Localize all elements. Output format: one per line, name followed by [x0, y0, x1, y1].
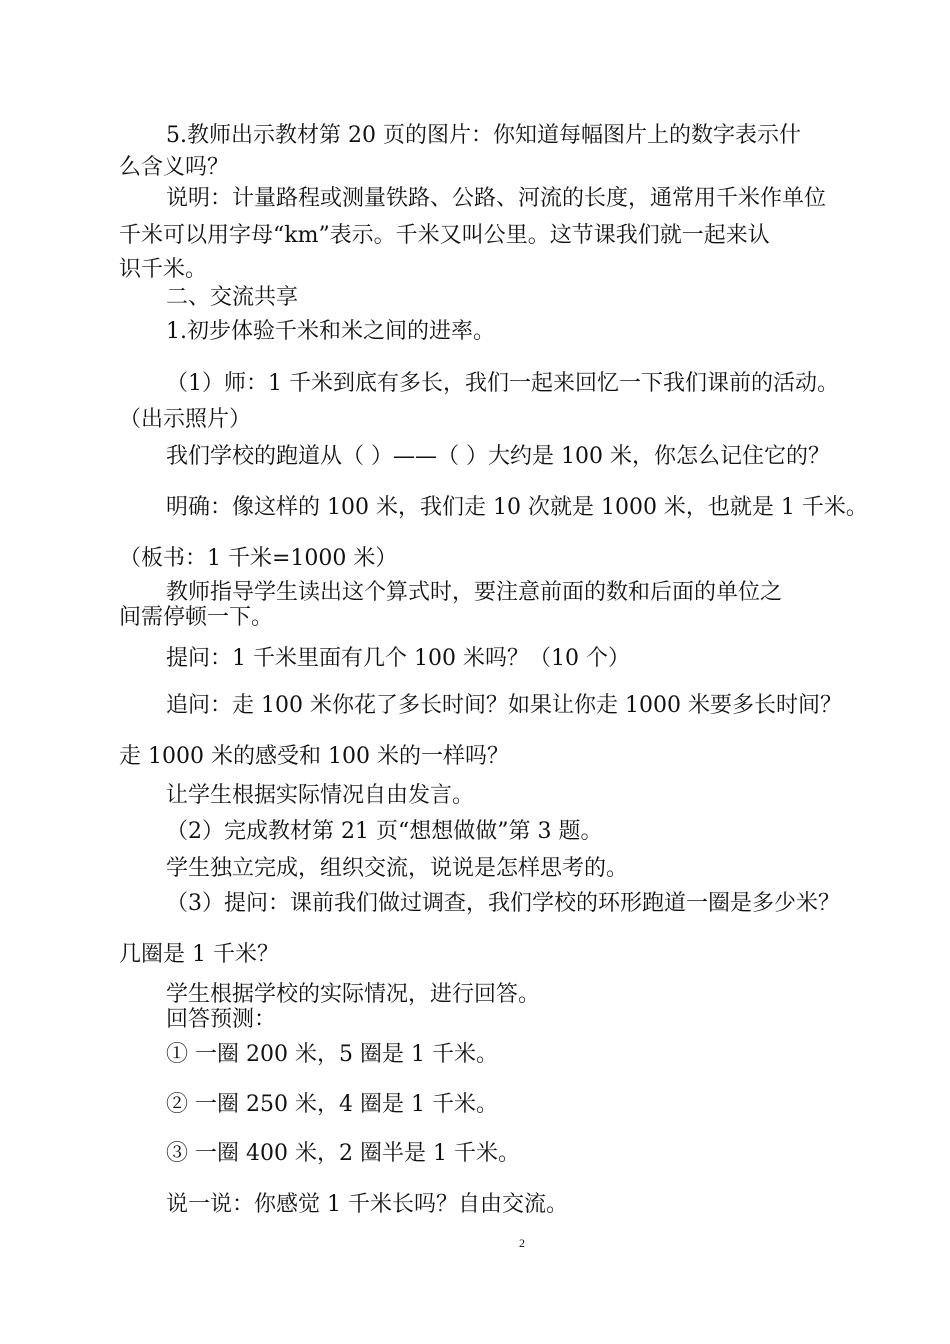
text-line: 走 1000 米的感受和 100 米的一样吗？	[119, 744, 509, 769]
text-line: 我们学校的跑道从（ ）——（ ）大约是 100 米，你怎么记住它的？	[166, 444, 830, 469]
text-line: 间需停顿一下。	[119, 605, 274, 630]
text-line: 识千米。	[119, 257, 208, 282]
text-line: （3）提问：课前我们做过调查，我们学校的环形跑道一圈是多少米？	[166, 891, 840, 916]
text-line: 么含义吗？	[119, 155, 230, 180]
text-line: （2）完成教材第 21 页“想想做做”第 3 题。	[166, 819, 603, 844]
text-line: 说一说：你感觉 1 千米长吗？自由交流。	[166, 1192, 568, 1217]
text-line: （板书：1 千米=1000 米）	[119, 546, 398, 571]
text-line: 追问：走 100 米你花了多长时间？如果让你走 1000 米要多长时间？	[166, 693, 842, 718]
text-line: （1）师：1 千米到底有多长，我们一起来回忆一下我们课前的活动。	[166, 371, 839, 396]
text-line: 提问：1 千米里面有几个 100 米吗？（10 个）	[166, 646, 630, 671]
subsection-heading: 1.初步体验千米和米之间的进率。	[166, 319, 495, 344]
text-line: 回答预测：	[166, 1007, 277, 1032]
text-line: 千米可以用字母“km”表示。千米又叫公里。这节课我们就一起来认	[119, 223, 770, 248]
text-line: 学生根据学校的实际情况，进行回答。	[166, 982, 541, 1007]
text-line: （出示照片）	[119, 407, 252, 432]
text-line: 说明：计量路程或测量铁路、公路、河流的长度，通常用千米作单位	[166, 186, 827, 211]
text-line: 学生独立完成，组织交流，说说是怎样思考的。	[166, 856, 629, 881]
list-item: ① 一圈 200 米，5 圈是 1 千米。	[166, 1042, 498, 1067]
text-line: 几圈是 1 千米？	[119, 942, 279, 967]
list-item: ② 一圈 250 米，4 圈是 1 千米。	[166, 1092, 498, 1117]
text-line: 明确：像这样的 100 米，我们走 10 次就是 1000 米，也就是 1 千米。	[166, 495, 868, 520]
list-item: ③ 一圈 400 米，2 圈半是 1 千米。	[166, 1141, 520, 1166]
text-line: 让学生根据实际情况自由发言。	[166, 783, 475, 808]
section-heading: 二、交流共享	[166, 285, 299, 310]
page-number: 2	[519, 1236, 525, 1250]
text-line: 5.教师出示教材第 20 页的图片：你知道每幅图片上的数字表示什	[166, 123, 801, 148]
text-line: 教师指导学生读出这个算式时，要注意前面的数和后面的单位之	[166, 580, 783, 605]
